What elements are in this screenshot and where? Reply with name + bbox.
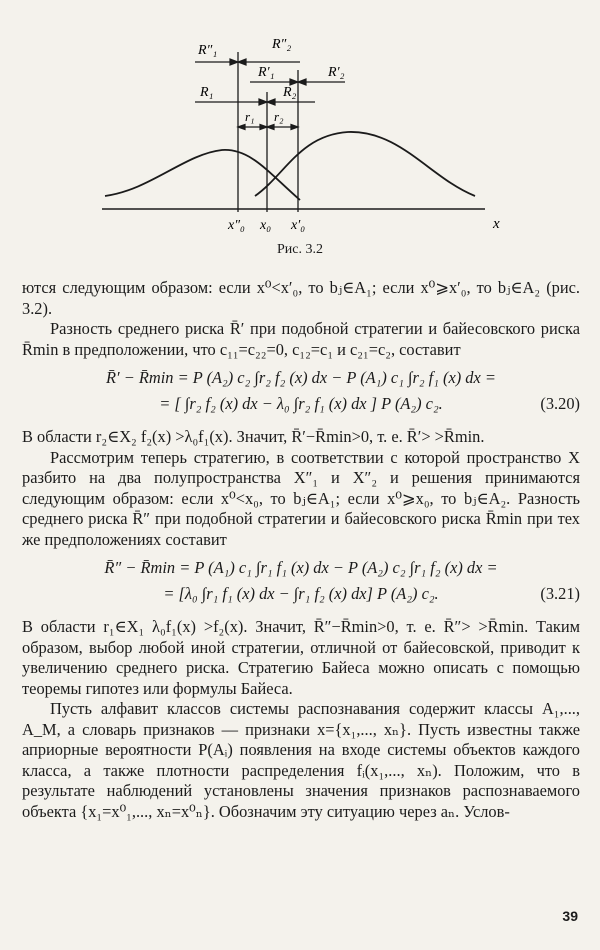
page-number: 39 xyxy=(562,908,578,924)
equation-3-21 xyxy=(22,557,580,609)
label-R2pp: R″₂ xyxy=(272,37,292,52)
label-R1: R₁ xyxy=(200,85,214,100)
equation-3-20-line2: = [ ∫r₂ f₂ (x) dx − λ₀ ∫r₂ f₁ (x) dx ] P (A₂) c₂. xyxy=(159,394,443,413)
equation-3-21-line2: = [λ₀ ∫r₁ f₁ (x) dx − ∫r₁ f₂ (x) dx] P (A₂) c₂. xyxy=(163,584,439,603)
label-R2: R₂ xyxy=(283,85,297,100)
label-x0pp: x″₀ xyxy=(228,218,245,233)
equation-3-20-line1: R̄′ − R̄min = P (A₂) c₂ ∫r₂ f₂ (x) dx − P (A₁) c₁ ∫r₂ f₁ (x) dx = xyxy=(106,368,496,387)
equation-3-21-line1: R̄″ − R̄min = P (A₁) c₁ ∫r₁ f₁ (x) dx − P (A₂) c₂ ∫r₁ f₂ (x) dx = xyxy=(104,558,498,577)
equation-3-20 xyxy=(22,367,580,419)
body-text xyxy=(22,278,580,822)
paragraph-5: В области r₁∈X₁ λ₀f₁(x) >f₂(x). Значит, R̄″−R̄min>0, т. е. R̄″> >R̄min. Таким образом, выбор любой иной стратегии, отличной от байесовской, приводит к увеличению среднего риска. Стратегию Байеса можно описать с помощью теоремы гипотез или формулы Байеса. xyxy=(22,617,580,698)
x-axis-label: x xyxy=(493,216,500,232)
label-R1pp: R″₁ xyxy=(198,43,218,58)
paragraph-2: Разность среднего риска R̄′ при подобной стратегии и байесовского риска R̄min в предположении, что c₁₁=c₂₂=0, c₁₂=c₁ и c₂₁=c₂, составит xyxy=(22,319,580,359)
paragraph-4: Рассмотрим теперь стратегию, в соответствии с которой пространство X разбито на два полупространства X″₁ и X″₂ и решения принимаются следующим образом: если x⁰<x₀, то bⱼ∈A₁; если x⁰⩾x₀, то bⱼ∈A₂. Разность среднего риска R̄″ при подобной стратегии и байесовского риска R̄min при тех же предположениях составит xyxy=(22,447,580,549)
label-x0: x₀ xyxy=(260,218,272,233)
equation-3-21-number: (3.21) xyxy=(540,584,580,603)
curve-right xyxy=(255,132,475,196)
paragraph-6: Пусть алфавит классов системы распознавания содержит классы A₁,..., A_M, а словарь признаков — признаки x={x₁,..., xₙ}. Пусть известны также априорные вероятности P(Aᵢ) появления на входе системы объектов каждого класса, а также плотности распределения fᵢ(x₁,..., xₙ). Положим, что в результате наблюдений установлены значения признаков распознаваемого объекта {x₁=x⁰₁,..., xₙ=x⁰ₙ}. Обозначим эту ситуацию через aₙ. Услов- xyxy=(22,699,580,821)
label-R2p: R′₂ xyxy=(328,65,345,80)
equation-3-20-number: (3.20) xyxy=(540,394,580,413)
label-r2: r₂ xyxy=(274,109,284,124)
figure-3-2 xyxy=(0,0,600,270)
curve-left xyxy=(105,150,300,200)
label-r1: r₁ xyxy=(245,109,255,124)
paragraph-3: В области r₂∈X₂ f₂(x) >λ₀f₁(x). Значит, R̄′−R̄min>0, т. е. R̄′> >R̄min. xyxy=(22,427,485,446)
figure-caption: Рис. 3.2 xyxy=(277,242,323,257)
paragraph-1: ются следующим образом: если x⁰<x′₀, то bⱼ∈A₁; если x⁰⩾x′₀, то bⱼ∈A₂ (рис. 3.2). xyxy=(22,278,580,318)
label-x0p: x′₀ xyxy=(291,218,306,233)
label-R1p: R′₁ xyxy=(258,65,275,80)
